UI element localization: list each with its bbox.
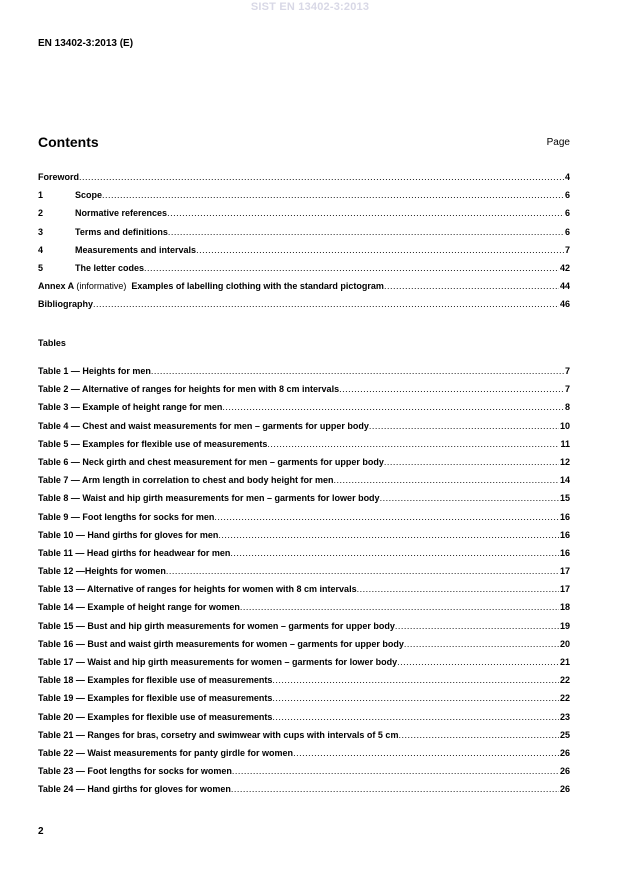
dot-leader bbox=[397, 657, 559, 667]
dot-leader bbox=[151, 366, 564, 376]
dot-leader bbox=[384, 281, 559, 291]
table-entry-page: 12 bbox=[559, 456, 570, 467]
table-entry-page: 7 bbox=[564, 384, 570, 395]
toc-entry-label: Terms and definitions bbox=[75, 226, 168, 237]
dot-leader bbox=[334, 475, 559, 485]
table-entry-label: Table 16 — Bust and waist girth measurements for women – garments for upper body bbox=[38, 638, 404, 649]
dot-leader bbox=[240, 602, 559, 612]
table-entry[interactable] bbox=[38, 548, 570, 566]
toc-entry-page: 6 bbox=[564, 190, 570, 201]
toc-entry-normative-references[interactable] bbox=[38, 208, 570, 226]
table-entry-label: Table 6 — Neck girth and chest measurement for men – garments for upper body bbox=[38, 456, 384, 467]
table-entry[interactable] bbox=[38, 602, 570, 620]
page-column-label: Page bbox=[546, 137, 570, 148]
toc-entry-foreword[interactable] bbox=[38, 172, 570, 190]
dot-leader bbox=[168, 227, 564, 237]
table-entry-page: 21 bbox=[559, 657, 570, 667]
toc-entry-label: Measurements and intervals bbox=[75, 244, 197, 255]
table-entry-label: Table 13 — Alternative of ranges for heights for women with 8 cm intervals bbox=[38, 584, 357, 595]
dot-leader bbox=[102, 190, 564, 200]
table-entry-page: 15 bbox=[559, 493, 570, 504]
table-entry-page: 26 bbox=[559, 747, 570, 758]
table-entry-label: Table 19 — Examples for flexible use of measurements bbox=[38, 693, 273, 704]
dot-leader bbox=[93, 299, 559, 309]
dot-leader bbox=[232, 766, 559, 776]
toc-entry-annex-a[interactable] bbox=[38, 281, 570, 299]
table-entry[interactable] bbox=[38, 366, 570, 384]
table-entry[interactable] bbox=[38, 621, 570, 639]
table-entry-label: Table 18 — Examples for flexible use of measurements bbox=[38, 675, 273, 686]
toc-list bbox=[38, 172, 570, 318]
dot-leader bbox=[293, 748, 559, 758]
table-entry-label: Table 23 — Foot lengths for socks for women bbox=[38, 766, 232, 777]
table-entry-page: 25 bbox=[559, 729, 570, 740]
table-entry[interactable] bbox=[38, 639, 570, 657]
toc-entry-label: Normative references bbox=[75, 208, 168, 219]
toc-entry-page: 6 bbox=[564, 226, 570, 237]
dot-leader bbox=[144, 263, 559, 273]
table-entry[interactable] bbox=[38, 730, 570, 748]
dot-leader bbox=[398, 730, 559, 740]
dot-leader bbox=[404, 639, 559, 649]
watermark: SIST EN 13402-3:2013 bbox=[250, 1, 370, 13]
toc-entry-number: 4 bbox=[38, 244, 44, 255]
table-entry-page: 22 bbox=[559, 675, 570, 686]
toc-entry-label: Foreword bbox=[38, 172, 80, 182]
dot-leader bbox=[272, 712, 559, 722]
toc-entry-label bbox=[38, 281, 384, 291]
table-entry[interactable] bbox=[38, 475, 570, 493]
table-entry[interactable] bbox=[38, 457, 570, 475]
table-entry[interactable] bbox=[38, 693, 570, 711]
toc-entry-number: 5 bbox=[38, 262, 44, 273]
table-entry-page: 16 bbox=[559, 547, 570, 558]
table-entry-page: 18 bbox=[559, 602, 570, 613]
dot-leader bbox=[272, 675, 559, 685]
table-entry-label: Table 24 — Hand girths for gloves for women bbox=[38, 784, 231, 795]
table-entry-label: Table 2 — Alternative of ranges for heights for men with 8 cm intervals bbox=[38, 384, 340, 395]
dot-leader bbox=[369, 421, 559, 431]
dot-leader bbox=[267, 439, 559, 449]
contents-title: Contents bbox=[38, 134, 99, 150]
table-entry-label: Table 4 — Chest and waist measurements for men – garments for upper body bbox=[38, 420, 369, 431]
annex-title: Examples of labelling clothing with the standard pictogram bbox=[131, 281, 384, 292]
table-entry-page: 19 bbox=[559, 620, 570, 631]
tables-heading: Tables bbox=[38, 338, 66, 348]
table-entry-page: 26 bbox=[559, 766, 570, 777]
table-entry[interactable] bbox=[38, 657, 570, 675]
toc-entry-label: Scope bbox=[75, 190, 103, 201]
toc-entry-page: 4 bbox=[564, 172, 570, 182]
dot-leader bbox=[231, 784, 559, 794]
toc-entry-label: The letter codes bbox=[75, 262, 145, 273]
dot-leader bbox=[230, 548, 559, 558]
dot-leader bbox=[339, 384, 564, 394]
page-number: 2 bbox=[38, 826, 44, 837]
toc-entry-page: 46 bbox=[559, 299, 570, 310]
toc-entry-letter-codes[interactable] bbox=[38, 263, 570, 281]
table-entry-page: 16 bbox=[559, 511, 570, 522]
table-entry-label: Table 7 — Arm length in correlation to chest and body height for men bbox=[38, 475, 334, 486]
table-entry-page: 17 bbox=[559, 566, 570, 577]
table-entry-page: 26 bbox=[559, 784, 570, 795]
toc-entry-bibliography[interactable] bbox=[38, 299, 570, 317]
table-entry-page: 11 bbox=[560, 438, 570, 449]
table-entry[interactable] bbox=[38, 584, 570, 602]
toc-entry-terms-and-definitions[interactable] bbox=[38, 227, 570, 245]
dot-leader bbox=[380, 493, 559, 503]
table-entry-page: 17 bbox=[559, 584, 570, 595]
dot-leader bbox=[395, 621, 559, 631]
annex-note: (informative) bbox=[76, 281, 127, 292]
toc-entry-label: Bibliography bbox=[38, 299, 94, 310]
table-entry-page: 8 bbox=[564, 402, 570, 413]
dot-leader bbox=[167, 208, 564, 218]
table-entry-page: 7 bbox=[564, 366, 570, 376]
dot-leader bbox=[166, 566, 559, 576]
dot-leader bbox=[357, 584, 559, 594]
table-entry-label: Table 14 — Example of height range for women bbox=[38, 602, 240, 613]
document-id: EN 13402-3:2013 (E) bbox=[38, 38, 134, 49]
table-entry[interactable] bbox=[38, 766, 570, 784]
toc-entry-number: 2 bbox=[38, 208, 44, 219]
table-entry[interactable] bbox=[38, 493, 570, 511]
table-entry-label: Table 9 — Foot lengths for socks for men bbox=[38, 511, 215, 522]
dot-leader bbox=[384, 457, 559, 467]
dot-leader bbox=[214, 512, 559, 522]
table-entry-label: Table 20 — Examples for flexible use of measurements bbox=[38, 711, 273, 722]
table-entry[interactable] bbox=[38, 384, 570, 402]
table-entry[interactable] bbox=[38, 530, 570, 548]
table-entry[interactable] bbox=[38, 784, 570, 802]
table-entry[interactable] bbox=[38, 512, 570, 530]
table-entry-label: Table 12 —Heights for women bbox=[38, 566, 166, 577]
toc-entry-page: 6 bbox=[564, 208, 570, 219]
table-entry-page: 23 bbox=[559, 711, 570, 722]
toc-entry-measurements-and-intervals[interactable] bbox=[38, 245, 570, 263]
toc-entry-page: 7 bbox=[564, 244, 570, 255]
table-entry-label: Table 11 — Head girths for headwear for men bbox=[38, 547, 231, 558]
toc-entry-page: 44 bbox=[559, 281, 570, 292]
table-entry-page: 22 bbox=[559, 693, 570, 704]
table-entry-label: Table 1 — Heights for men bbox=[38, 366, 151, 376]
table-entry-page: 14 bbox=[559, 475, 570, 486]
table-entry-label: Table 22 — Waist measurements for panty girdle for women bbox=[38, 747, 294, 758]
toc-entry-number: 3 bbox=[38, 226, 44, 237]
table-entry[interactable] bbox=[38, 566, 570, 584]
table-entry-label: Table 10 — Hand girths for gloves for men bbox=[38, 529, 219, 540]
table-entry[interactable] bbox=[38, 675, 570, 693]
table-entry[interactable] bbox=[38, 712, 570, 730]
dot-leader bbox=[272, 693, 559, 703]
dot-leader bbox=[218, 530, 559, 540]
dot-leader bbox=[79, 172, 564, 182]
table-entry-label: Table 8 — Waist and hip girth measurements for men – garments for lower body bbox=[38, 493, 380, 504]
dot-leader bbox=[222, 402, 564, 412]
toc-entry-number: 1 bbox=[38, 190, 44, 201]
table-entry-label: Table 21 — Ranges for bras, corsetry and swimwear with cups with intervals of 5 cm bbox=[38, 729, 399, 740]
table-entry-label: Table 5 — Examples for flexible use of measurements bbox=[38, 438, 268, 449]
toc-entry-page: 42 bbox=[559, 262, 570, 273]
table-entry-page: 10 bbox=[559, 420, 570, 431]
table-entry-label: Table 17 — Waist and hip girth measurements for women – garments for lower body bbox=[38, 657, 398, 667]
table-entry-page: 20 bbox=[559, 638, 570, 649]
tables-list bbox=[38, 366, 570, 803]
table-entry-label: Table 15 — Bust and hip girth measurements for women – garments for upper body bbox=[38, 620, 395, 631]
table-entry-page: 16 bbox=[559, 529, 570, 540]
table-entry-label: Table 3 — Example of height range for men bbox=[38, 402, 223, 413]
dot-leader bbox=[196, 245, 564, 255]
table-entry[interactable] bbox=[38, 402, 570, 420]
table-entry[interactable] bbox=[38, 439, 570, 457]
table-entry[interactable] bbox=[38, 421, 570, 439]
toc-entry-scope[interactable] bbox=[38, 190, 570, 208]
annex-prefix: Annex A bbox=[38, 281, 74, 292]
table-entry[interactable] bbox=[38, 748, 570, 766]
